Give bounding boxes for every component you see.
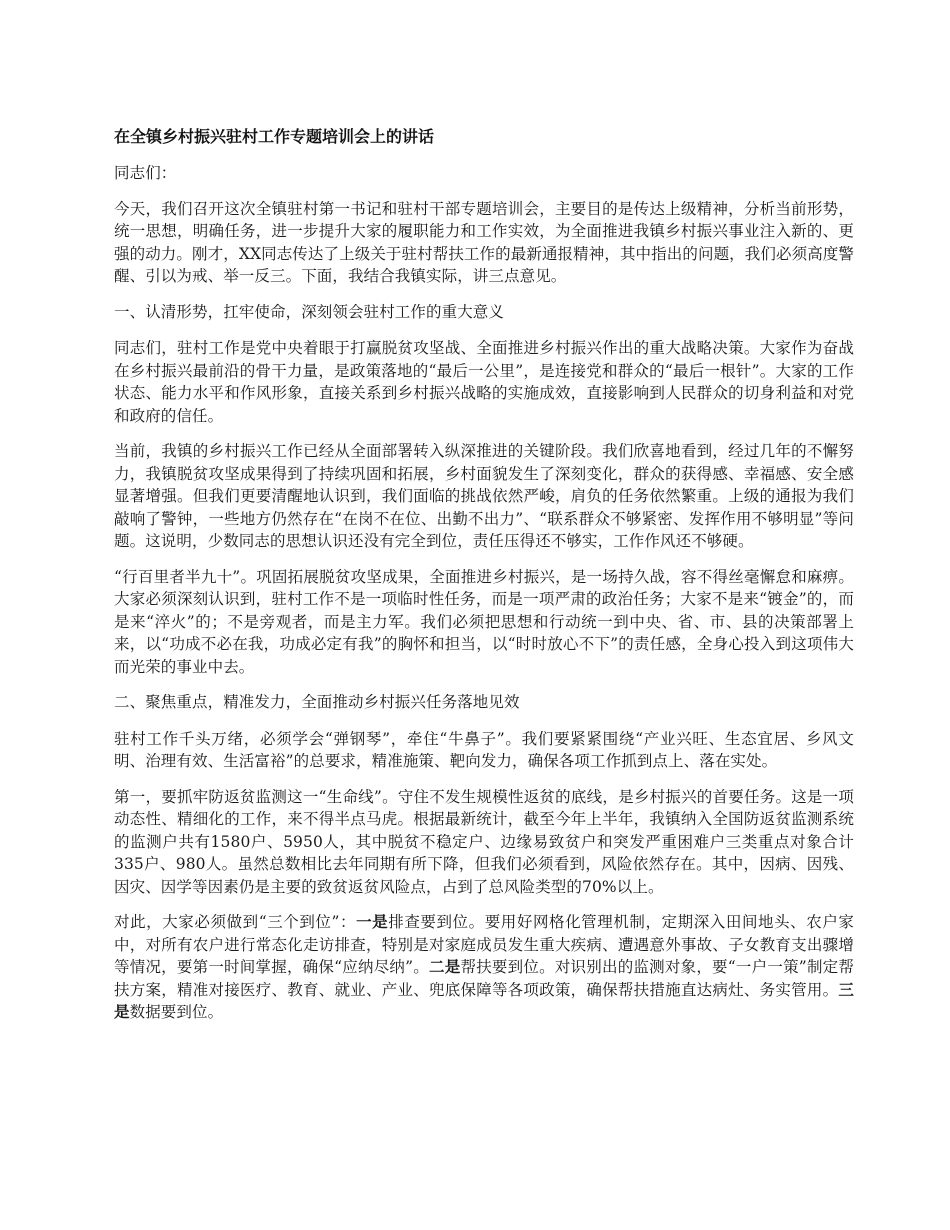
paragraph-persistence: “行百里者半九十”。巩固拓展脱贫攻坚成果，全面推进乡村振兴，是一场持久战，容不得丝毫懈怠和麻痹。大家必须深刻认识到，驻村工作不是一项临时性任务，而是一项严肃的政治任务；大家不是来“镀金”的，而是来“淬火”的；不是旁观者，而是主力军。我们必须把思想和行动统一到中央、省、市、县的决策部署上来，以“功成不必在我，功成必定有我”的胸怀和担当，以“时时放心不下”的责任感，全身心投入到这项伟大而光荣的事业中去。: [114, 567, 854, 676]
paragraph-three-measures: [114, 911, 854, 1024]
bold-marker-1: 一是: [356, 912, 389, 931]
measures-intro: 对此，大家必须做到“三个到位”：: [114, 913, 357, 931]
section-heading-1: 一、认清形势，扛牢使命，深刻领会驻村工作的重大意义: [114, 302, 505, 321]
document-title: 在全镇乡村振兴驻村工作专题培训会上的讲话: [114, 127, 435, 146]
section-heading-2: 二、聚焦重点，精准发力，全面推动乡村振兴任务落地见效: [114, 693, 520, 711]
document-page: [114, 126, 854, 1037]
paragraph-significance: 同志们，驻村工作是党中央着眼于打赢脱贫攻坚战、全面推进乡村振兴作出的重大战略决策。大家作为奋战在乡村振兴最前沿的骨干力量，是政策落地的“最后一公里”，是连接党和群众的“最后一根针”。大家的工作状态、能力水平和作风形象，直接关系到乡村振兴战略的实施成效，直接影响到人民群众的切身利益和对党和政府的信任。: [114, 339, 854, 425]
paragraph-focus: 驻村工作千头万绪，必须学会“弹钢琴”，牵住“牛鼻子”。我们要紧紧围绕“产业兴旺、生态宜居、乡风文明、治理有效、生活富裕”的总要求，精准施策、靶向发力，确保各项工作抓到点上、落在实处。: [114, 729, 854, 770]
bold-marker-2: 二是: [429, 957, 461, 976]
measure-3-text: 数据要到位。: [129, 1003, 224, 1021]
paragraph-monitoring: 第一，要抓牢防返贫监测这一“生命线”。守住不发生规模性返贫的底线，是乡村振兴的首要任务。这是一项动态性、精细化的工作，来不得半点马虎。根据最新统计，截至今年上半年，我镇纳入全国防返贫监测系统的监测户共有1580户、5950人，其中脱贫不稳定户、边缘易致贫户和突发严重困难户三类重点对象合计335户、980人。虽然总数相比去年同期有所下降，但我们必须看到，风险依然存在。其中，因病、因残、因灾、因学等因素仍是主要的致贫返贫风险点，占到了总风险类型的70%以上。: [114, 787, 854, 896]
measure-1-text: 排查要到位。要用好网格化管理机制，定期深入田间地头、农户家中，对所有农户进行常态化走访排查，特别是对家庭成员发生重大疾病、遭遇意外事故、子女教育支出骤增等情况，要第一时间掌握，确保“应纳尽纳”。: [114, 913, 855, 976]
paragraph-current-situation: 当前，我镇的乡村振兴工作已经从全面部署转入纵深推进的关键阶段。我们欣喜地看到，经过几年的不懈努力，我镇脱贫攻坚成果得到了持续巩固和拓展，乡村面貌发生了深刻变化，群众的获得感、幸福感、安全感显著增强。但我们更要清醒地认识到，我们面临的挑战依然严峻，肩负的任务依然繁重。上级的通报为我们敲响了警钟，一些地方仍然存在“在岗不在位、出勤不出力”、“联系群众不够紧密、发挥作用不够明显”等问题。这说明，少数同志的思想认识还没有完全到位，责任压得还不够实，工作作风还不够硬。: [114, 442, 854, 550]
bold-marker-3: 三是: [114, 979, 854, 1021]
salutation: 同志们：: [114, 164, 177, 182]
measure-2-text: 帮扶要到位。对识别出的监测对象，要“一户一策”制定帮扶方案，精准对接医疗、教育、就业、产业、兜底保障等各项政策，确保帮扶措施直达病灶、务实管用。: [114, 958, 855, 999]
paragraph-intro: 今天，我们召开这次全镇驻村第一书记和驻村干部专题培训会，主要目的是传达上级精神，分析当前形势，统一思想，明确任务，进一步提升大家的履职能力和工作实效，为全面推进我镇乡村振兴事业注入新的、更强的动力。刚才，XX同志传达了上级关于驻村帮扶工作的最新通报精神，其中指出的问题，我们必须高度警醒、引以为戒、举一反三。下面，我结合我镇实际，讲三点意见。: [114, 199, 854, 285]
